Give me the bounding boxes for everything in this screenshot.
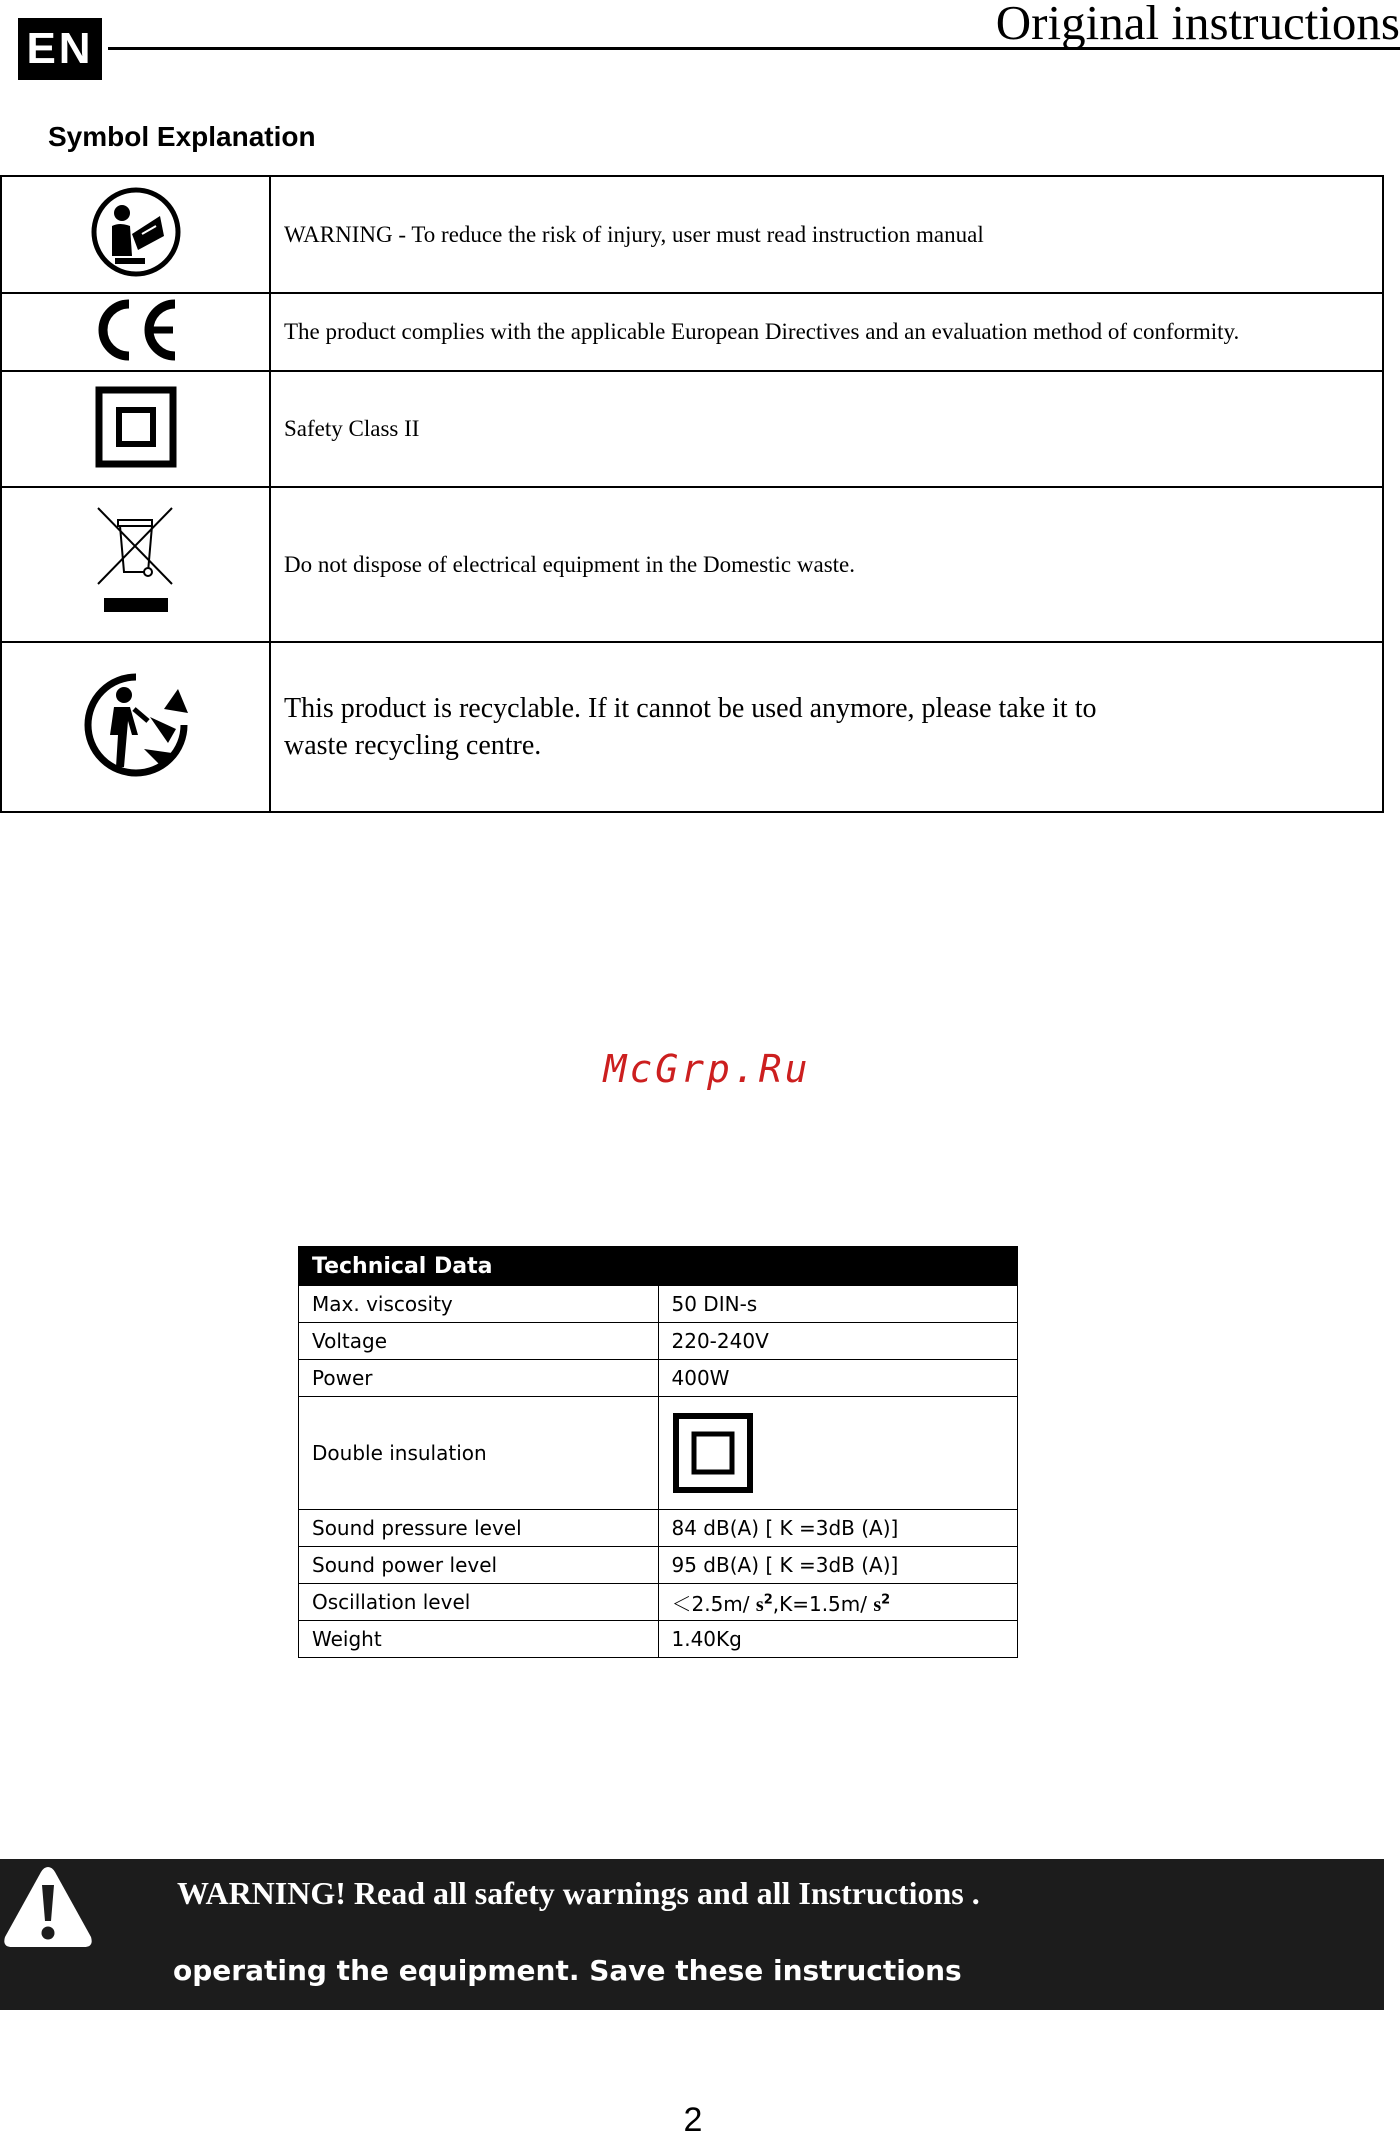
symbol-table [0,175,1384,813]
table-row [299,1584,1018,1621]
spec-value: 84 dB(A) [ K =3dB (A)] [658,1510,1018,1547]
recycle-text-line1: This product is recyclable. If it cannot be used anymore, please take it to [284,693,1097,724]
spec-value [658,1584,1018,1621]
recycle-text-line2: waste recycling centre. [284,730,542,761]
spec-value: 1.40Kg [658,1621,1018,1658]
oscillation-exponent: 2 [763,1591,773,1607]
symbol-row [1,487,1383,642]
spec-value: 400W [658,1360,1018,1397]
language-badge: EN [18,18,102,80]
table-row [299,1510,1018,1547]
oscillation-prefix: ＜2.5m/ [671,1591,756,1616]
symbol-row [1,371,1383,487]
page-number: 2 [683,2101,703,2139]
crossed-bin-icon [96,506,176,618]
double-insulation-icon [672,1412,754,1494]
symbol-row [1,176,1383,293]
table-row [299,1547,1018,1584]
spec-label: Voltage [299,1323,659,1360]
technical-data-header [299,1247,1018,1286]
symbol-row [1,293,1383,371]
warning-banner [0,1859,1384,2010]
symbol-description: WARNING - To reduce the risk of injury, user must read instruction manual [270,176,1383,293]
symbol-icon-cell [1,642,270,812]
ce-mark-icon [91,298,181,362]
spec-label: Max. viscosity [299,1286,659,1323]
spec-value: 220-240V [658,1323,1018,1360]
oscillation-unit: s [755,1593,764,1616]
spec-label: Oscillation level [299,1584,659,1621]
symbol-explanation-title: Symbol Explanation [48,121,316,152]
table-row [299,1397,1018,1510]
oscillation-unit: s [873,1593,882,1616]
spec-value: 50 DIN-s [658,1286,1018,1323]
technical-data-title: Technical Data [299,1247,1018,1286]
oscillation-mid: ,K=1.5m/ [772,1591,874,1616]
spec-value: 95 dB(A) [ K =3dB (A)] [658,1547,1018,1584]
symbol-icon-cell [1,371,270,487]
read-manual-icon [90,186,182,278]
symbol-description: The product complies with the applicable European Directives and an evaluation method of conformity. [270,293,1383,371]
warning-line-2: operating the equipment. Save these instructions [173,1954,962,1987]
table-row [299,1286,1018,1323]
table-row [299,1621,1018,1658]
symbol-icon-cell [1,293,270,371]
symbol-description: Do not dispose of electrical equipment in the Domestic waste. [270,487,1383,642]
spec-label: Sound pressure level [299,1510,659,1547]
page-header-title: Original instructions [995,0,1400,50]
spec-label: Power [299,1360,659,1397]
watermark: McGrp.Ru [603,1047,811,1091]
spec-value [658,1397,1018,1510]
symbol-icon-cell [1,176,270,293]
safety-class-ii-icon [95,386,177,468]
warning-triangle-icon [2,1863,94,1951]
oscillation-exponent: 2 [881,1591,891,1607]
warning-line-1: WARNING! Read all safety warnings and all Instructions . [177,1875,980,1911]
symbol-row [1,642,1383,812]
table-row [299,1360,1018,1397]
symbol-icon-cell [1,487,270,642]
technical-data-table [298,1246,1018,1658]
spec-label: Double insulation [299,1397,659,1510]
recycle-icon [80,669,192,781]
spec-label: Sound power level [299,1547,659,1584]
table-row [299,1323,1018,1360]
symbol-description: Safety Class II [270,371,1383,487]
symbol-description [270,642,1383,812]
spec-label: Weight [299,1621,659,1658]
